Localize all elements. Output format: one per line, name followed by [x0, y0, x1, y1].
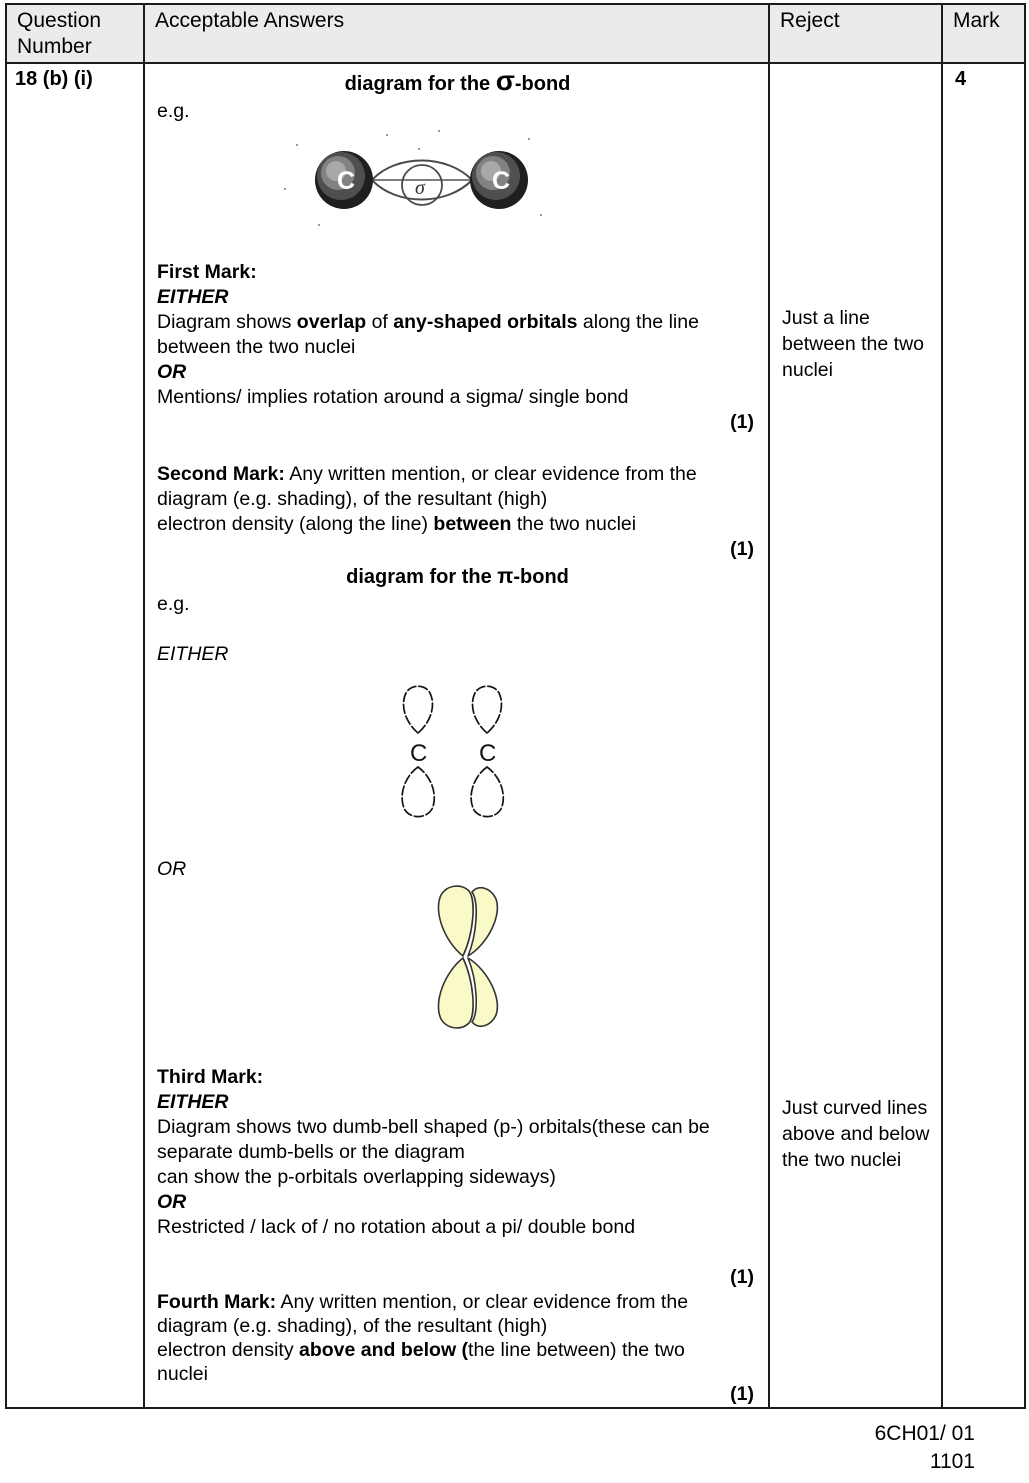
sigma-heading-post: -bond: [514, 73, 571, 95]
mark-cell: [942, 63, 1025, 1408]
first-mark-l1c: of: [366, 311, 394, 333]
first-mark-or: OR: [157, 361, 187, 383]
first-mark-l1a: Diagram shows: [157, 311, 297, 333]
col-header-question-number: Question Number: [6, 4, 144, 63]
left-atom-label: C: [337, 167, 356, 195]
fourth-mark-text: [157, 1290, 758, 1386]
pi-heading-post: -bond: [513, 566, 569, 588]
pi-bond-lobes-diagram: [425, 882, 503, 1030]
third-mark-title: Third Mark:: [157, 1066, 264, 1088]
right-atom-label: C: [492, 167, 511, 195]
third-mark-l3: can show the p-orbitals overlapping sideways): [157, 1166, 556, 1188]
paper-reference-footer: [875, 1420, 975, 1476]
second-mark-l2: diagram (e.g. shading), of the resultant (high): [157, 488, 548, 510]
example-label-sigma: e.g.: [157, 100, 190, 122]
pi-heading-pre: diagram for the: [346, 566, 498, 588]
paper-session-code: 1101: [929, 1450, 975, 1473]
fourth-mark-title: Fourth Mark:: [157, 1291, 277, 1313]
first-mark-points: (1): [730, 411, 754, 433]
third-mark-points: (1): [730, 1266, 754, 1288]
second-mark-text: [157, 462, 758, 537]
sigma-heading-pre: diagram for the: [344, 73, 496, 95]
second-mark-title: Second Mark:: [157, 463, 285, 485]
fourth-mark-l3c: the line between) the two: [468, 1339, 685, 1361]
pi-or-label: OR: [157, 858, 187, 880]
sigma-bond-label: σ: [415, 177, 425, 199]
fourth-mark-l3a: electron density: [157, 1339, 299, 1361]
second-mark-l1: Any written mention, or clear evidence from the: [284, 463, 697, 485]
pi-either-label: EITHER: [157, 643, 229, 665]
right-atom-label: C: [479, 740, 497, 767]
sigma-symbol: σ: [495, 65, 515, 96]
pi-symbol: π: [497, 565, 514, 588]
first-mark-alt-text: Mentions/ implies rotation around a sigma/ single bond: [157, 386, 629, 408]
col-header-reject: Reject: [769, 4, 942, 63]
p-orbitals-sketch-diagram: [395, 675, 507, 821]
second-mark-l3b: between: [433, 513, 512, 535]
first-mark-l1e: along the line: [577, 311, 699, 333]
second-mark-l3a: electron density (along the line): [157, 513, 434, 535]
second-mark-l3c: the two nuclei: [511, 513, 637, 535]
pi-section-heading: [157, 562, 758, 592]
acceptable-answers-cell: [144, 63, 769, 1408]
reject-item-sigma: Just a line between the two nuclei: [782, 307, 925, 381]
reject-cell: [769, 63, 942, 1408]
left-atom-label: C: [410, 740, 428, 767]
col-header-acceptable-answers: Acceptable Answers: [144, 4, 769, 63]
question-number: 18 (b) (i): [15, 68, 93, 90]
third-mark-or: OR: [157, 1191, 187, 1213]
first-mark-text: [157, 310, 758, 360]
first-mark-l2: between the two nuclei: [157, 336, 356, 358]
third-mark-text: [157, 1115, 758, 1190]
header-row: [6, 4, 1025, 63]
left-bottom-lobe: [402, 767, 434, 817]
question-number-cell: [6, 63, 144, 1408]
reject-item-pi: Just curved lines above and below the two nuclei: [782, 1097, 930, 1171]
fourth-mark-points: (1): [730, 1383, 754, 1405]
left-carbon-sphere: [315, 151, 373, 209]
third-mark-l2: separate dumb-bells or the diagram: [157, 1141, 465, 1163]
sigma-bond-diagram: [278, 126, 548, 234]
right-carbon-sphere: [470, 151, 528, 209]
third-mark-alt-text: Restricted / lack of / no rotation about a pi/ double bond: [157, 1216, 636, 1238]
bottom-left-lobe: [438, 958, 473, 1028]
fourth-mark-l1: Any written mention, or clear evidence from the: [276, 1291, 689, 1313]
mark-scheme-table: [5, 3, 1026, 1409]
first-mark-l1d: any-shaped orbitals: [393, 311, 578, 333]
sigma-section-heading: [157, 65, 758, 99]
answer-row: [6, 63, 1025, 1408]
fourth-mark-l4: nuclei: [157, 1363, 208, 1385]
right-bottom-lobe: [471, 767, 503, 817]
third-mark-either: EITHER: [157, 1091, 229, 1113]
left-top-lobe: [403, 686, 432, 733]
mark-value: 4: [955, 68, 967, 90]
fourth-mark-l2: diagram (e.g. shading), of the resultant (high): [157, 1315, 548, 1337]
third-mark-l1: Diagram shows two dumb-bell shaped (p-) orbitals(these can be: [157, 1116, 710, 1138]
col-header-mark: Mark: [942, 4, 1025, 63]
first-mark-either: EITHER: [157, 286, 229, 308]
right-top-lobe: [472, 686, 501, 733]
first-mark-l1b: overlap: [296, 311, 367, 333]
top-left-lobe: [438, 886, 473, 956]
paper-code: 6CH01/ 01: [874, 1422, 975, 1445]
first-mark-title: First Mark:: [157, 261, 257, 283]
fourth-mark-l3b: above and below (: [299, 1339, 469, 1361]
example-label-pi: e.g.: [157, 593, 190, 615]
second-mark-points: (1): [730, 538, 754, 560]
